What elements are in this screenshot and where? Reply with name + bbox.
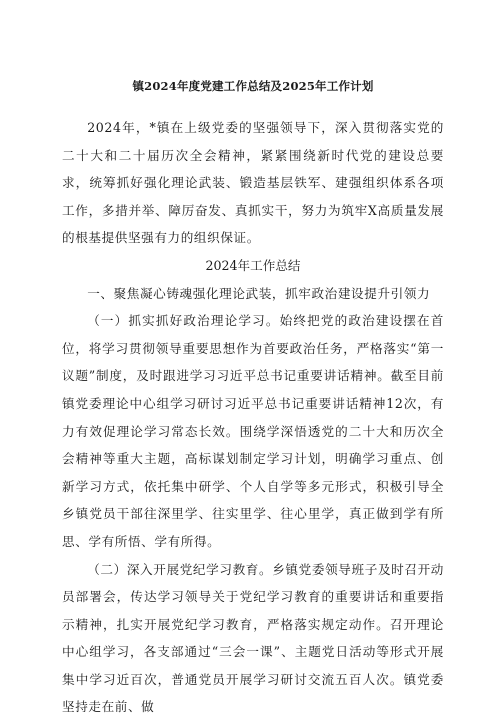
section-title: 2024年工作总结	[62, 252, 444, 280]
body-paragraph-1: （一）抓实抓好政治理论学习。始终把党的政治建设摆在首位，将学习贯彻领导重要思想作为首要政治任务，严格落实“第一议题”制度，及时跟进学习习近平总书记重要讲话精神。截至目前镇党委理论中心组学习研讨习近平总书记重要讲话精神12次，有力有效促理论学习常态长效。围绕学深悟透党的二十大和历次全会精神等重大主题，高标谋划制定学习计划，明确学习重点、创新学习方式，依托集中研学、个人自学等多元形式，积极引导全乡镇党员干部往深里学、往实里学、往心里学，真正做到学有所思、学有所悟、学有所得。	[62, 307, 444, 555]
heading-level-1: 一、聚焦凝心铸魂强化理论武装，抓牢政治建设提升引领力	[62, 280, 444, 308]
intro-paragraph: 2024年，*镇在上级党委的坚强领导下，深入贯彻落实党的二十大和二十届历次全会精神，紧紧围绕新时代党的建设总要求，统筹抓好强化理论武装、锻造基层铁军、建强组织体系各项工作，多措并举、障厉奋发、真抓实干，努力为筑牢X高质量发展的根基提供坚强有力的组织保证。	[62, 114, 444, 252]
document-title: 镇2024年度党建工作总结及2025年工作计划	[62, 78, 444, 94]
body-paragraph-2: （二）深入开展党纪学习教育。乡镇党委领导班子及时召开动员部署会，传达学习领导关于党纪学习教育的重要讲话和重要指示精神，扎实开展党纪学习教育，严格落实规定动作。召开理论中心组学习，各支部通过“三会一课”、主题党日活动等形式开展集中学习近百次，普通党员开展学习研讨交流五百人次。镇党委坚持走在前、做	[62, 556, 444, 721]
